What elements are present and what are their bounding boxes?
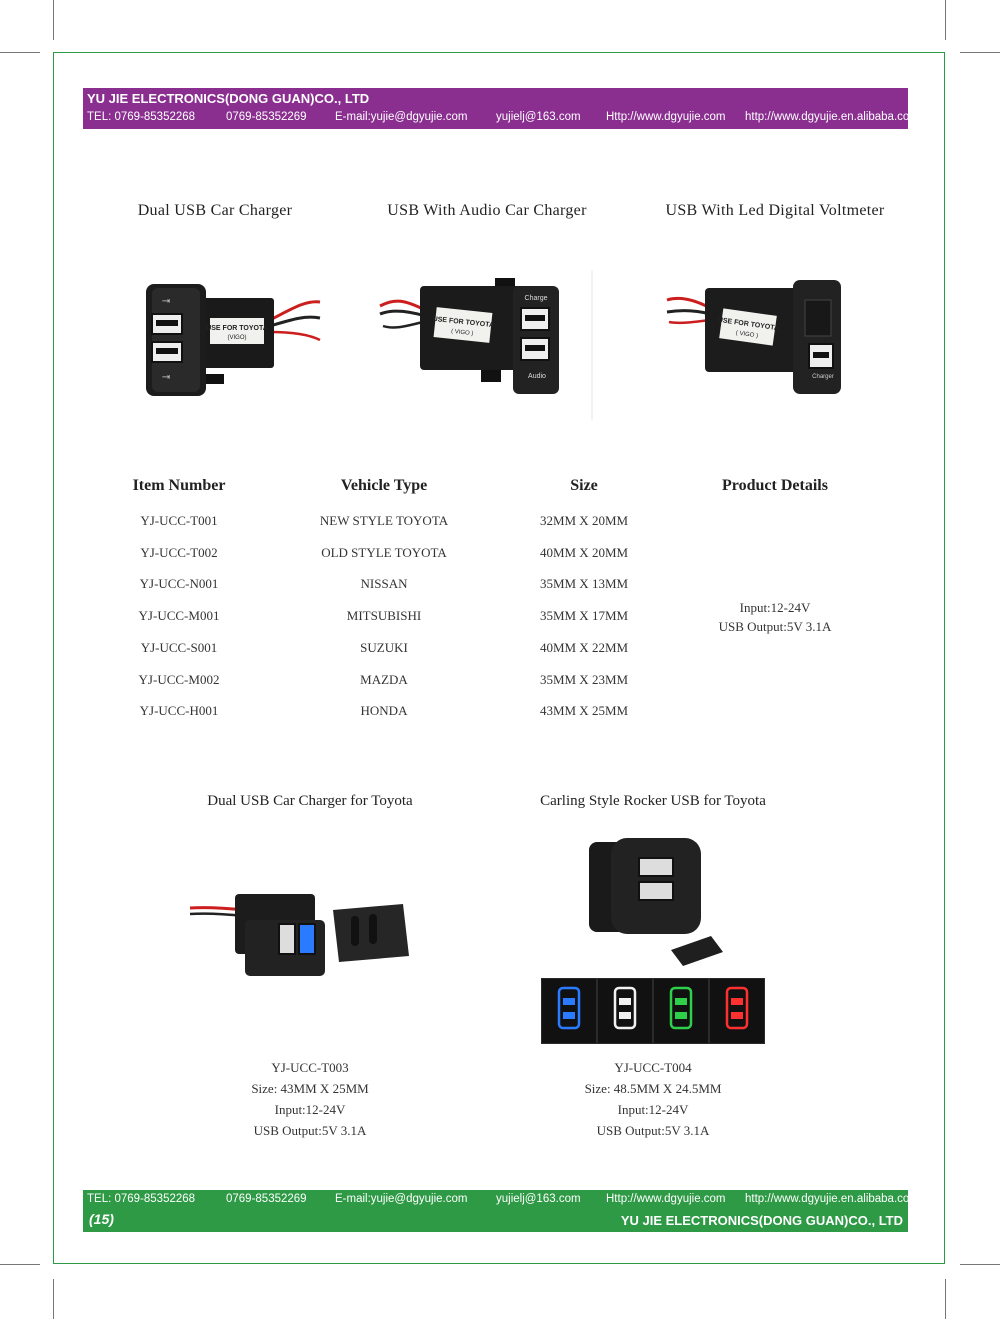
crop-mark bbox=[960, 1264, 1000, 1265]
spec-input: Input:12-24V bbox=[617, 1102, 689, 1117]
cell-size: 40MM X 22MM bbox=[539, 639, 629, 655]
cell-vehicle-type: HONDA bbox=[360, 703, 408, 719]
footer-web: Http://www.dgyujie.com bbox=[606, 1193, 726, 1205]
cell-vehicle-type: NISSAN bbox=[360, 576, 408, 592]
product-title-voltmeter: USB With Led Digital Voltmeter bbox=[665, 202, 885, 219]
cell-vehicle-type: SUZUKI bbox=[360, 639, 408, 655]
sticker-sub: ( VIGO ) bbox=[450, 328, 474, 338]
cell-item-number: YJ-UCC-H001 bbox=[139, 703, 219, 719]
led-port bbox=[563, 1012, 575, 1019]
spec-block-t004 bbox=[503, 1057, 803, 1141]
charge-label: Charge bbox=[524, 295, 548, 302]
cell-item-number: YJ-UCC-M002 bbox=[138, 671, 220, 687]
cell-size: 40MM X 20MM bbox=[539, 544, 629, 560]
led-port bbox=[619, 1012, 631, 1019]
audio-label: Audio bbox=[528, 373, 546, 380]
header-tel2: 0769-85352269 bbox=[226, 111, 307, 123]
details-output: USB Output:5V 3.1A bbox=[718, 619, 832, 634]
cell-size: 35MM X 13MM bbox=[539, 576, 629, 592]
footer-email: E-mail:yujie@dgyujie.com bbox=[335, 1193, 468, 1205]
cell-size: 43MM X 25MM bbox=[539, 703, 629, 719]
footer-tel: TEL: 0769-85352268 bbox=[87, 1193, 196, 1205]
usb-voltmeter-photo bbox=[665, 270, 865, 410]
header-web: Http://www.dgyujie.com bbox=[606, 111, 726, 123]
product-title-toyota-dual: Dual USB Car Charger for Toyota bbox=[207, 793, 413, 809]
usb-audio-charger-photo bbox=[375, 270, 595, 420]
usb-icon: ⇥ bbox=[161, 372, 171, 383]
led-port bbox=[619, 998, 631, 1005]
usb-icon: ⇥ bbox=[161, 296, 171, 307]
product-details bbox=[675, 598, 875, 636]
footer-tel2: 0769-85352269 bbox=[226, 1193, 307, 1205]
sticker-sub: (VIGO) bbox=[227, 335, 247, 341]
product-title-usb-audio: USB With Audio Car Charger bbox=[387, 202, 587, 219]
crop-mark bbox=[53, 0, 54, 40]
crop-mark bbox=[945, 0, 946, 40]
product-title-dual-usb: Dual USB Car Charger bbox=[137, 202, 293, 219]
dual-usb-charger-photo bbox=[130, 270, 330, 410]
sticker-label: USE FOR TOYOTA bbox=[432, 315, 495, 330]
led-port bbox=[731, 1012, 743, 1019]
crop-mark bbox=[0, 52, 40, 53]
spec-block-t003 bbox=[160, 1057, 460, 1141]
footer-bar bbox=[83, 1190, 919, 1232]
col-header-vehicle-type: Vehicle Type bbox=[340, 477, 428, 494]
spec-item-number: YJ-UCC-T004 bbox=[614, 1060, 692, 1075]
footer-web2: http://www.dgyujie.en.alibaba.com bbox=[745, 1193, 919, 1205]
footer-email2: yujielj@163.com bbox=[496, 1193, 581, 1205]
header-tel: TEL: 0769-85352268 bbox=[87, 111, 196, 123]
led-port bbox=[675, 998, 687, 1005]
product-title-carling-rocker: Carling Style Rocker USB for Toyota bbox=[540, 793, 766, 809]
cell-item-number: YJ-UCC-M001 bbox=[138, 608, 220, 624]
led-port bbox=[731, 998, 743, 1005]
header-web2: http://www.dgyujie.en.alibaba.com bbox=[745, 111, 919, 123]
crop-mark bbox=[945, 1279, 946, 1319]
cell-size: 35MM X 23MM bbox=[539, 671, 629, 687]
page-number: (15) bbox=[89, 1211, 114, 1227]
spec-item-number: YJ-UCC-T003 bbox=[271, 1060, 349, 1075]
header-bar bbox=[83, 88, 919, 129]
cell-size: 32MM X 20MM bbox=[539, 513, 629, 528]
details-input: Input:12-24V bbox=[739, 600, 811, 615]
spec-input: Input:12-24V bbox=[274, 1102, 346, 1117]
sticker-label: USE FOR TOYOTA bbox=[206, 325, 268, 332]
cell-item-number: YJ-UCC-T002 bbox=[140, 544, 218, 560]
spec-output: USB Output:5V 3.1A bbox=[596, 1123, 710, 1138]
cell-item-number: YJ-UCC-S001 bbox=[140, 639, 218, 655]
cell-vehicle-type: NEW STYLE TOYOTA bbox=[319, 513, 449, 528]
sticker-sub: ( VIGO ) bbox=[735, 330, 759, 340]
cell-item-number: YJ-UCC-T001 bbox=[140, 513, 218, 528]
cell-size: 35MM X 17MM bbox=[539, 608, 629, 624]
cell-item-number: YJ-UCC-N001 bbox=[139, 576, 219, 592]
cell-vehicle-type: OLD STYLE TOYOTA bbox=[321, 544, 447, 560]
led-port bbox=[675, 1012, 687, 1019]
col-header-product-details: Product Details bbox=[722, 477, 828, 494]
header-email2: yujielj@163.com bbox=[496, 111, 581, 123]
crop-mark bbox=[0, 1264, 40, 1265]
spec-size: Size: 48.5MM X 24.5MM bbox=[584, 1081, 722, 1096]
col-header-item-number: Item Number bbox=[132, 477, 226, 494]
crop-mark bbox=[53, 1279, 54, 1319]
sticker-label: USE FOR TOYOTA bbox=[717, 316, 780, 333]
toyota-dual-usb-photo bbox=[185, 880, 425, 990]
col-header-size: Size bbox=[570, 477, 598, 494]
cell-vehicle-type: MITSUBISHI bbox=[346, 608, 422, 624]
spec-output: USB Output:5V 3.1A bbox=[253, 1123, 367, 1138]
carling-rocker-usb-photo bbox=[541, 832, 765, 1044]
header-company-name: YU JIE ELECTRONICS(DONG GUAN)CO., LTD bbox=[87, 91, 370, 106]
header-email: E-mail:yujie@dgyujie.com bbox=[335, 111, 468, 123]
cell-vehicle-type: MAZDA bbox=[360, 671, 408, 687]
footer-company-name: YU JIE ELECTRONICS(DONG GUAN)CO., LTD bbox=[620, 1213, 903, 1228]
crop-mark bbox=[960, 52, 1000, 53]
led-port bbox=[563, 998, 575, 1005]
charger-label: Charger bbox=[812, 374, 834, 380]
spec-size: Size: 43MM X 25MM bbox=[251, 1081, 369, 1096]
